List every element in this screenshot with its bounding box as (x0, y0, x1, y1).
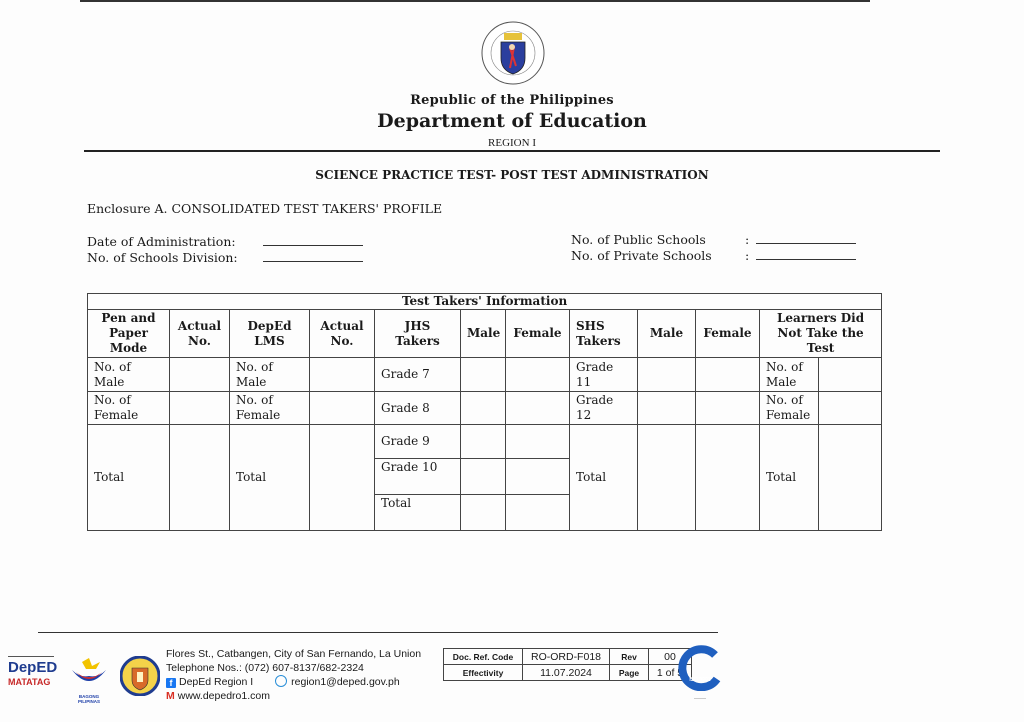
header-deped-lms: DepEd LMS (230, 310, 310, 358)
pen-male-cell[interactable] (170, 358, 230, 392)
not-taken-total-label: Total (760, 425, 819, 531)
test-takers-table (87, 293, 882, 531)
matatag-logo-text: MATATAG (8, 677, 51, 687)
pen-female-cell[interactable] (170, 392, 230, 425)
rev-label: Rev (610, 649, 649, 665)
pen-row-label: No. of Female (88, 392, 170, 425)
shs-row-label: Grade 11 (570, 358, 638, 392)
not-taken-row-label: No. of Female (760, 392, 819, 425)
deped-logo-text: DepED (8, 659, 58, 676)
header-male: Male (461, 310, 506, 358)
shs-total-label: Total (570, 425, 638, 531)
private-schools-field[interactable] (756, 259, 856, 260)
lms-total-label: Total (230, 425, 310, 531)
pen-row-label: No. of Male (88, 358, 170, 392)
jhs-grade10-female-cell[interactable] (506, 459, 570, 495)
document-title: SCIENCE PRACTICE TEST- POST TEST ADMINISTRATION (315, 168, 709, 182)
lms-total-cell[interactable] (310, 425, 375, 531)
lms-row-label: No. of Female (230, 392, 310, 425)
private-schools-colon: : (745, 248, 750, 263)
jhs-row-label: Grade 8 (375, 392, 461, 425)
doc-ref-value: RO-ORD-F018 (523, 649, 610, 665)
not-taken-total-cell[interactable] (819, 425, 882, 531)
effectivity-value: 11.07.2024 (523, 665, 610, 681)
doc-ref-label: Doc. Ref. Code (444, 649, 523, 665)
header-actual-no: Actual No. (170, 310, 230, 358)
not-taken-female-cell[interactable] (819, 392, 882, 425)
jhs-grade9-female-cell[interactable] (506, 425, 570, 459)
rev-value: 00 (649, 649, 692, 665)
not-taken-row-label: No. of Male (760, 358, 819, 392)
jhs-grade9-male-cell[interactable] (461, 425, 506, 459)
header-divider (84, 150, 940, 152)
shs-grade12-female-cell[interactable] (696, 392, 760, 425)
top-border (80, 0, 870, 2)
bagong-pilipinas-icon (68, 656, 110, 690)
page-label: Page (610, 665, 649, 681)
jhs-total-male-cell[interactable] (461, 495, 506, 531)
shs-grade11-male-cell[interactable] (638, 358, 696, 392)
private-schools-label: No. of Private Schools (571, 248, 712, 263)
region-heading: REGION I (488, 137, 536, 149)
jhs-row-label: Grade 7 (375, 358, 461, 392)
public-schools-label: No. of Public Schools (571, 232, 706, 247)
date-of-administration-label: Date of Administration: (87, 234, 236, 249)
shs-grade11-female-cell[interactable] (696, 358, 760, 392)
shs-total-male-cell[interactable] (638, 425, 696, 531)
schools-division-field[interactable] (263, 261, 363, 262)
jhs-total-female-cell[interactable] (506, 495, 570, 531)
date-of-administration-field[interactable] (263, 245, 363, 246)
header-actual-no: Actual No. (310, 310, 375, 358)
bagong-pilipinas-logo (68, 656, 110, 704)
header-not-taken: Learners Did Not Take the Test (760, 310, 882, 358)
page-value: 1 of 5 (649, 665, 692, 681)
not-taken-male-cell[interactable] (819, 358, 882, 392)
effectivity-label: Effectivity (444, 665, 523, 681)
republic-heading: Republic of the Philippines (410, 93, 614, 108)
jhs-grade8-female-cell[interactable] (506, 392, 570, 425)
department-heading: Department of Education (377, 110, 647, 132)
footer-address: Flores St., Catbangen, City of San Fernando, La Union (166, 648, 422, 660)
header-pen-paper: Pen and Paper Mode (88, 310, 170, 358)
jhs-total-label: Total (375, 495, 461, 531)
public-schools-field[interactable] (756, 243, 856, 244)
jhs-grade10-male-cell[interactable] (461, 459, 506, 495)
email-link[interactable]: region1@deped.gov.ph (291, 676, 400, 688)
header-shs-takers: SHS Takers (570, 310, 638, 358)
deped-seal-icon (480, 20, 546, 86)
iso-certification-logo: ISO 9001 ——— (675, 645, 725, 701)
mail-icon: M (166, 689, 175, 702)
footer-contact (166, 648, 421, 703)
jhs-row-label: Grade 10 (375, 459, 461, 495)
footer-telephone: Telephone Nos.: (072) 607-8137/682-2324 (166, 661, 364, 674)
header-jhs-takers: JHS Takers (375, 310, 461, 358)
public-schools-colon: : (745, 232, 750, 247)
header-male: Male (638, 310, 696, 358)
lms-female-cell[interactable] (310, 392, 375, 425)
document-reference-table (443, 648, 692, 681)
website-link[interactable]: www.depedro1.com (177, 689, 270, 702)
iso-text: ISO 9001 (689, 677, 711, 683)
facebook-icon: f (166, 678, 176, 688)
header-female: Female (696, 310, 760, 358)
jhs-grade7-male-cell[interactable] (461, 358, 506, 392)
enclosure-heading: Enclosure A. CONSOLIDATED TEST TAKERS' PROFILE (87, 201, 443, 216)
shs-total-female-cell[interactable] (696, 425, 760, 531)
table-title: Test Takers' Information (88, 294, 882, 310)
shs-grade12-male-cell[interactable] (638, 392, 696, 425)
footer-divider (38, 632, 718, 633)
jhs-grade8-male-cell[interactable] (461, 392, 506, 425)
facebook-link[interactable]: DepEd Region I (179, 676, 254, 688)
region-seal-icon (120, 656, 160, 696)
lms-row-label: No. of Male (230, 358, 310, 392)
iso-certification-icon (675, 645, 725, 691)
header-female: Female (506, 310, 570, 358)
deped-matatag-logo (8, 656, 58, 700)
jhs-grade7-female-cell[interactable] (506, 358, 570, 392)
pen-total-label: Total (88, 425, 170, 531)
pen-total-cell[interactable] (170, 425, 230, 531)
bagong-pilipinas-text: BAGONG PILIPINAS (77, 694, 100, 704)
schools-division-label: No. of Schools Division: (87, 250, 238, 265)
globe-icon (275, 675, 287, 687)
shs-row-label: Grade 12 (570, 392, 638, 425)
jhs-row-label: Grade 9 (375, 425, 461, 459)
lms-male-cell[interactable] (310, 358, 375, 392)
